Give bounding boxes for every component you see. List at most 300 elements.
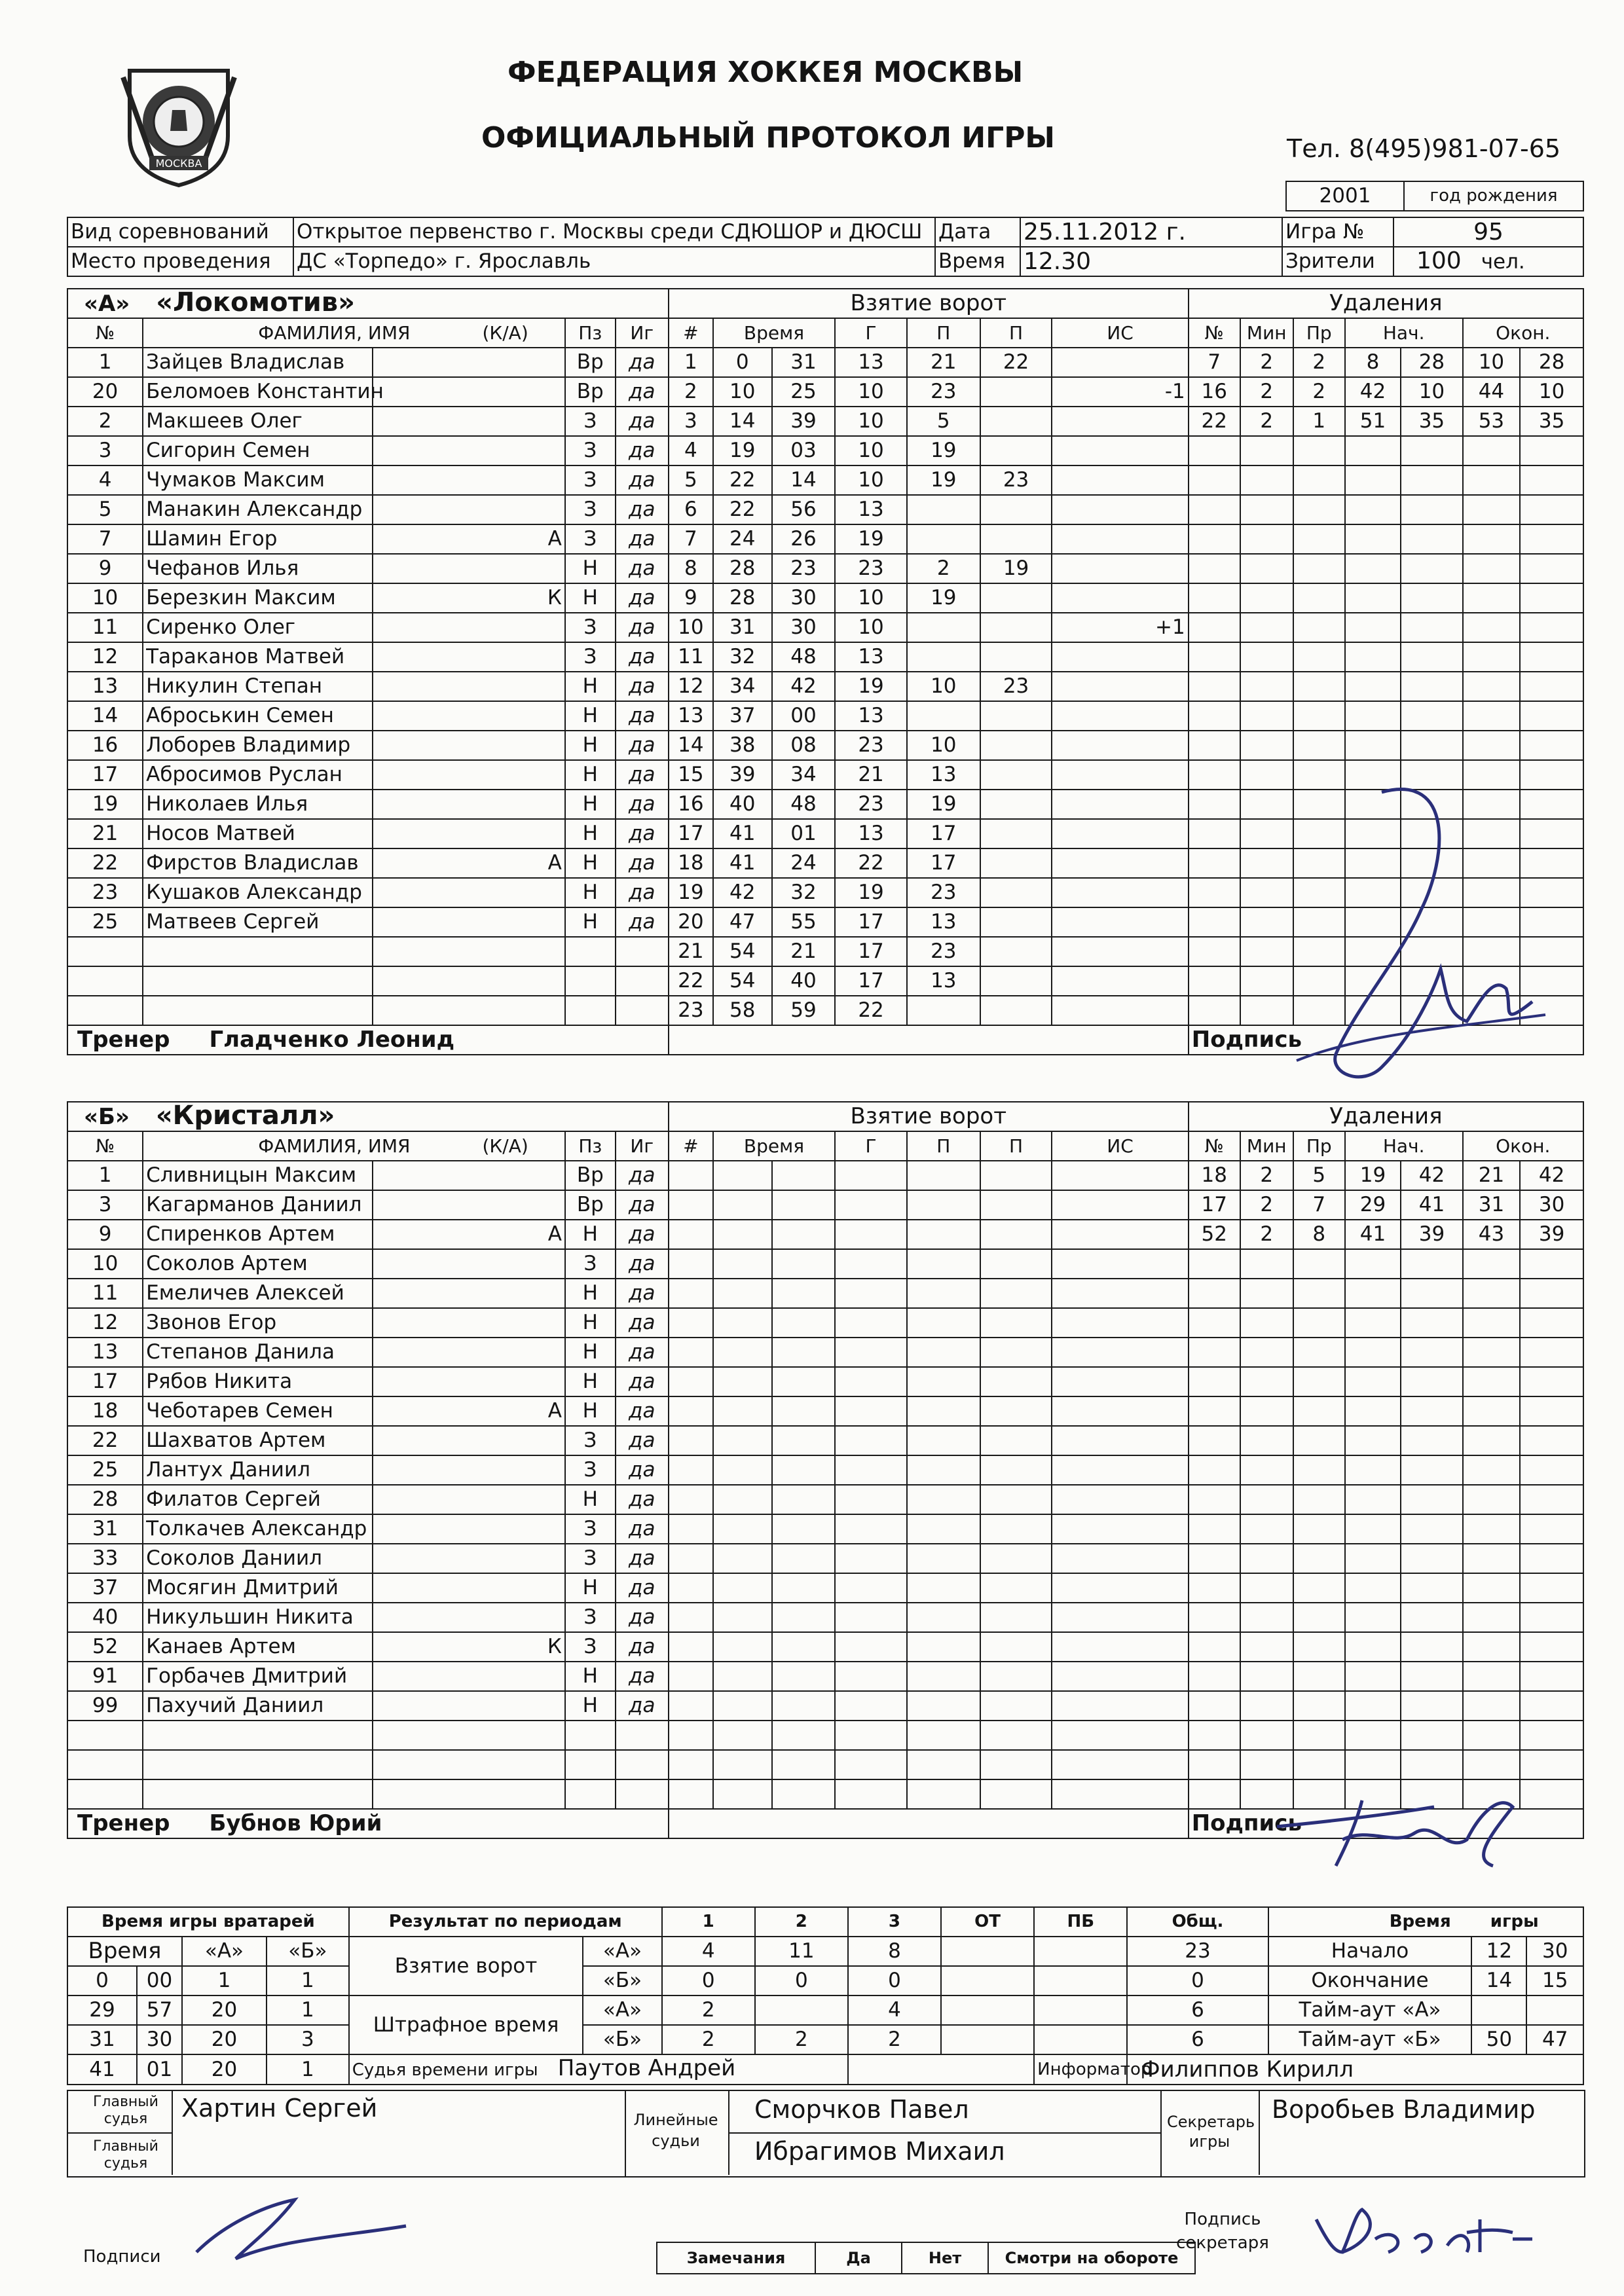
player-role	[373, 1544, 565, 1573]
goal-minute	[713, 1426, 772, 1455]
remarks-label: Замечания	[657, 2243, 816, 2273]
penalty-start-min: 8	[1345, 348, 1401, 377]
player-played: да	[616, 1308, 669, 1338]
linesmen-divider-h	[728, 2132, 1160, 2134]
penalty-minutes	[1240, 1485, 1293, 1514]
player-position: Н	[565, 583, 616, 613]
goal-strength	[1052, 731, 1188, 760]
referee-signature	[183, 2187, 419, 2265]
goal-scorer: 23	[835, 790, 907, 819]
player-position: Н	[565, 701, 616, 731]
venue-label: Место проведения	[67, 247, 293, 276]
referee1-name: Хартин Сергей	[181, 2094, 378, 2123]
goal-assist-1	[907, 1367, 980, 1396]
goal-assist-1	[907, 1279, 980, 1308]
goal-strength	[1052, 407, 1188, 436]
goal-strength: -1	[1052, 377, 1188, 407]
penalty-start-sec	[1401, 1721, 1462, 1750]
penalty-start-min: 42	[1345, 377, 1401, 407]
team-a-name: «Локомотив»	[156, 287, 355, 318]
goal-number: 11	[669, 642, 713, 672]
penalty-player	[1189, 1426, 1240, 1455]
goal-assist-2	[980, 819, 1052, 848]
col-pnum: №	[1189, 1131, 1240, 1161]
player-name: Мосягин Дмитрий	[143, 1573, 373, 1603]
goal-minute	[713, 1779, 772, 1809]
goal-minute	[713, 1662, 772, 1691]
player-position: Н	[565, 1573, 616, 1603]
goal-number: 14	[669, 731, 713, 760]
penalty-start-min	[1345, 1455, 1401, 1485]
player-number: 9	[67, 554, 143, 583]
penalty-start-sec	[1401, 1573, 1462, 1603]
timeout-a-minute	[1526, 1995, 1583, 2025]
player-name: Фирстов Владислав	[143, 848, 373, 878]
pim-a-total: 6	[1127, 1995, 1268, 2025]
goal-minute: 14	[713, 407, 772, 436]
penalty-end-min	[1463, 1662, 1521, 1691]
player-played	[616, 966, 669, 996]
penalty-end-sec	[1520, 1662, 1583, 1691]
player-number	[67, 1721, 143, 1750]
pim-label: Штрафное время	[349, 1995, 583, 2054]
goal-number	[669, 1514, 713, 1544]
player-role	[373, 348, 565, 377]
player-row	[67, 1632, 1583, 1662]
player-position: Н	[565, 1396, 616, 1426]
goal-assist-1	[907, 1514, 980, 1544]
goal-assist-1	[907, 1573, 980, 1603]
penalty-end-min	[1463, 701, 1521, 731]
svg-text:МОСКВА: МОСКВА	[155, 157, 202, 170]
goal-minute: 37	[713, 701, 772, 731]
goal-assist-2	[980, 1367, 1052, 1396]
goal-assist-1: 17	[907, 848, 980, 878]
team-b-penalties-header: Удаления	[1189, 1102, 1583, 1131]
col-pmin: Мин	[1240, 318, 1293, 348]
goal-assist-1: 19	[907, 790, 980, 819]
competition-label: Вид соревнований	[67, 217, 293, 247]
penalty-end-sec	[1520, 1249, 1583, 1279]
penalty-reason	[1293, 1514, 1345, 1544]
goal-number	[669, 1662, 713, 1691]
penalty-reason	[1293, 1308, 1345, 1338]
team-a-coach: Гладченко Леонид	[209, 1027, 455, 1053]
player-played: да	[616, 1632, 669, 1662]
penalty-start-sec	[1401, 1249, 1462, 1279]
goal-second: 23	[772, 554, 835, 583]
goal-minute: 0	[713, 348, 772, 377]
penalty-player	[1189, 1603, 1240, 1632]
player-name	[143, 1721, 373, 1750]
goal-number	[669, 1455, 713, 1485]
col-ppr: Пр	[1293, 1131, 1345, 1161]
player-position: З	[565, 1249, 616, 1279]
penalty-player	[1189, 1721, 1240, 1750]
penalty-reason	[1293, 613, 1345, 642]
goal-minute	[713, 1573, 772, 1603]
col-hash: #	[669, 1131, 713, 1161]
goal-second	[772, 1514, 836, 1544]
goal-minute: 39	[713, 760, 772, 790]
goal-scorer	[835, 1485, 907, 1514]
player-played: да	[616, 1485, 669, 1514]
penalty-end-min	[1463, 1603, 1521, 1632]
goal-minute	[713, 1308, 772, 1338]
gk-row-1-b: 1	[267, 1966, 349, 1995]
penalty-start-sec	[1401, 1632, 1462, 1662]
player-played: да	[616, 1573, 669, 1603]
goal-strength	[1052, 1161, 1188, 1190]
goal-second: 34	[772, 760, 835, 790]
goals-b-ot	[941, 1966, 1034, 1995]
col-p2: П	[980, 318, 1052, 348]
player-name: Канаев Артем	[143, 1632, 373, 1662]
goal-second	[772, 1338, 836, 1367]
goal-minute: 54	[713, 966, 772, 996]
goal-scorer	[835, 1721, 907, 1750]
pim-a-p1: 2	[662, 1995, 755, 2025]
player-role	[373, 1249, 565, 1279]
player-row	[67, 1220, 1583, 1249]
penalty-minutes: 2	[1240, 1161, 1293, 1190]
player-name: Пахучий Даниил	[143, 1691, 373, 1721]
player-position: Н	[565, 554, 616, 583]
goal-assist-2	[980, 495, 1052, 524]
goal-scorer	[835, 1367, 907, 1396]
penalty-reason	[1293, 731, 1345, 760]
player-name	[143, 1750, 373, 1779]
goal-assist-1	[907, 1190, 980, 1220]
goal-minute	[713, 1161, 772, 1190]
goal-minute: 47	[713, 907, 772, 937]
player-number: 20	[67, 377, 143, 407]
col-is: ИС	[1052, 1131, 1188, 1161]
team-b-coach: Бубнов Юрий	[209, 1810, 382, 1836]
timekeeper-cell	[349, 2054, 848, 2085]
player-role	[373, 1279, 565, 1308]
penalty-minutes	[1240, 1514, 1293, 1544]
penalty-end-sec: 10	[1520, 377, 1583, 407]
goal-second	[772, 1249, 836, 1279]
penalty-end-sec	[1520, 554, 1583, 583]
competition-value: Открытое первенство г. Москвы среди СДЮШОР и ДЮСШ	[293, 217, 935, 247]
goal-minute	[713, 1396, 772, 1426]
col-pstart: Нач.	[1345, 1131, 1463, 1161]
goal-number: 17	[669, 819, 713, 848]
penalty-minutes	[1240, 1632, 1293, 1662]
penalty-reason	[1293, 1573, 1345, 1603]
goal-strength	[1052, 348, 1188, 377]
gk-row-2-mm: 29	[67, 1995, 137, 2025]
player-role	[373, 1338, 565, 1367]
penalty-minutes	[1240, 642, 1293, 672]
penalty-player	[1189, 1308, 1240, 1338]
goal-minute	[713, 1544, 772, 1573]
goal-number	[669, 1632, 713, 1662]
goal-number	[669, 1691, 713, 1721]
player-played: да	[616, 819, 669, 848]
penalty-end-sec	[1520, 583, 1583, 613]
goal-scorer	[835, 1514, 907, 1544]
penalty-reason	[1293, 495, 1345, 524]
player-number: 37	[67, 1573, 143, 1603]
player-name: Лоборев Владимир	[143, 731, 373, 760]
penalty-end-min	[1463, 1514, 1521, 1544]
end-label: Окончание	[1268, 1966, 1472, 1995]
goal-strength	[1052, 937, 1188, 966]
player-played: да	[616, 1279, 669, 1308]
penalty-reason	[1293, 1750, 1345, 1779]
player-number: 40	[67, 1603, 143, 1632]
player-name: Абросимов Руслан	[143, 760, 373, 790]
player-played: да	[616, 377, 669, 407]
goal-second	[772, 1779, 836, 1809]
player-role	[373, 1161, 565, 1190]
player-position: Н	[565, 672, 616, 701]
player-number	[67, 1750, 143, 1779]
player-role	[373, 1308, 565, 1338]
goal-second: 21	[772, 937, 835, 966]
phone-number: Тел. 8(495)981-07-65	[1287, 134, 1561, 163]
penalty-minutes	[1240, 1367, 1293, 1396]
player-position	[565, 966, 616, 996]
goal-assist-1	[907, 701, 980, 731]
goal-second	[772, 1220, 836, 1249]
player-name: Сливницын Максим	[143, 1161, 373, 1190]
goal-scorer	[835, 1662, 907, 1691]
player-name: Макшеев Олег	[143, 407, 373, 436]
player-role	[373, 1426, 565, 1455]
player-row	[67, 1691, 1583, 1721]
goal-number: 18	[669, 848, 713, 878]
player-position	[565, 1750, 616, 1779]
goal-number: 22	[669, 966, 713, 996]
penalty-end-sec	[1520, 701, 1583, 731]
col-name-label: ФАМИЛИЯ, ИМЯ	[258, 322, 411, 344]
penalty-start-min	[1345, 1396, 1401, 1426]
player-number: 33	[67, 1544, 143, 1573]
penalty-end-sec	[1520, 1308, 1583, 1338]
penalty-player: 22	[1189, 407, 1240, 436]
goal-strength	[1052, 524, 1188, 554]
goal-strength	[1052, 1367, 1188, 1396]
penalty-player	[1189, 495, 1240, 524]
goal-scorer: 13	[835, 348, 907, 377]
goals-label: Взятие ворот	[349, 1937, 583, 1995]
player-name: Соколов Даниил	[143, 1544, 373, 1573]
penalty-start-sec	[1401, 1338, 1462, 1367]
player-number: 3	[67, 436, 143, 465]
penalty-player	[1189, 583, 1240, 613]
player-position: Вр	[565, 1161, 616, 1190]
player-role	[373, 878, 565, 907]
goal-scorer	[835, 1396, 907, 1426]
goals-b-p1: 0	[662, 1966, 755, 1995]
penalty-end-sec	[1520, 465, 1583, 495]
secretary-sign-label: Подпись секретаря	[1176, 2210, 1269, 2253]
penalty-minutes	[1240, 1544, 1293, 1573]
penalty-start-sec	[1401, 1396, 1462, 1426]
goal-number	[669, 1426, 713, 1455]
player-number	[67, 966, 143, 996]
goals-b-team: «Б»	[583, 1966, 661, 1995]
penalty-end-min	[1463, 1750, 1521, 1779]
player-role	[373, 554, 565, 583]
goal-assist-2	[980, 760, 1052, 790]
gk-row-3-ss: 30	[137, 2025, 182, 2054]
player-played: да	[616, 848, 669, 878]
player-played: да	[616, 1691, 669, 1721]
penalty-end-min	[1463, 613, 1521, 642]
goal-strength	[1052, 907, 1188, 937]
goal-scorer	[835, 1190, 907, 1220]
goal-second	[772, 1396, 836, 1426]
remarks-no: Нет	[902, 2243, 989, 2273]
penalty-start-min	[1345, 1632, 1401, 1662]
team-b-goals-footer	[669, 1809, 1189, 1838]
player-row	[67, 1514, 1583, 1544]
goal-scorer: 13	[835, 495, 907, 524]
player-role	[373, 701, 565, 731]
goal-number: 15	[669, 760, 713, 790]
penalty-start-min	[1345, 1721, 1401, 1750]
penalty-minutes: 2	[1240, 1220, 1293, 1249]
player-row	[67, 1662, 1583, 1691]
player-position	[565, 1721, 616, 1750]
player-position: З	[565, 436, 616, 465]
goal-assist-1: 5	[907, 407, 980, 436]
goal-minute: 28	[713, 583, 772, 613]
penalty-reason	[1293, 672, 1345, 701]
goal-scorer	[835, 1632, 907, 1662]
player-role	[373, 1190, 565, 1220]
gk-row-2-ss: 57	[137, 1995, 182, 2025]
goal-assist-2	[980, 1190, 1052, 1220]
penalty-end-min	[1463, 642, 1521, 672]
player-played: да	[616, 495, 669, 524]
goal-second: 48	[772, 790, 835, 819]
penalty-end-min: 53	[1463, 407, 1521, 436]
player-name	[143, 937, 373, 966]
goal-number: 7	[669, 524, 713, 554]
penalty-start-min	[1345, 495, 1401, 524]
goal-number	[669, 1308, 713, 1338]
penalty-end-sec: 28	[1520, 348, 1583, 377]
goal-assist-2	[980, 878, 1052, 907]
goal-scorer	[835, 1338, 907, 1367]
player-played: да	[616, 1367, 669, 1396]
penalty-reason	[1293, 1544, 1345, 1573]
penalty-player	[1189, 848, 1240, 878]
goal-number: 20	[669, 907, 713, 937]
penalty-minutes	[1240, 1750, 1293, 1779]
penalty-player	[1189, 966, 1240, 996]
player-role: К	[373, 1632, 565, 1662]
goal-scorer: 19	[835, 878, 907, 907]
penalty-start-sec	[1401, 1750, 1462, 1779]
team-a-coach-cell	[67, 1025, 669, 1055]
penalty-end-sec	[1520, 1338, 1583, 1367]
goal-assist-1: 21	[907, 348, 980, 377]
penalty-start-min	[1345, 1426, 1401, 1455]
player-role	[373, 907, 565, 937]
penalty-end-min	[1463, 1455, 1521, 1485]
goal-strength	[1052, 1603, 1188, 1632]
timeout-b-label: Тайм-аут «Б»	[1268, 2025, 1472, 2054]
informer-name: Филиппов Кирилл	[1127, 2054, 1583, 2085]
player-number: 3	[67, 1190, 143, 1220]
goal-strength	[1052, 1279, 1188, 1308]
penalty-player	[1189, 436, 1240, 465]
player-number: 10	[67, 583, 143, 613]
goal-minute: 41	[713, 819, 772, 848]
penalty-start-sec: 28	[1401, 348, 1462, 377]
penalty-end-sec	[1520, 1632, 1583, 1662]
team-a-goals-footer	[669, 1025, 1189, 1055]
player-number: 11	[67, 1279, 143, 1308]
goal-assist-1	[907, 996, 980, 1025]
goal-assist-2	[980, 1691, 1052, 1721]
player-name: Филатов Сергей	[143, 1485, 373, 1514]
goal-strength	[1052, 465, 1188, 495]
goal-number	[669, 1485, 713, 1514]
goal-scorer	[835, 1161, 907, 1190]
player-row	[67, 583, 1583, 613]
goal-second	[772, 1750, 836, 1779]
player-role	[373, 1750, 565, 1779]
penalty-end-min	[1463, 1632, 1521, 1662]
goal-assist-2	[980, 1721, 1052, 1750]
goal-scorer: 10	[835, 465, 907, 495]
goals-a-p2: 11	[755, 1937, 848, 1966]
penalty-minutes	[1240, 465, 1293, 495]
penalty-reason: 2	[1293, 377, 1345, 407]
penalty-end-sec	[1520, 1573, 1583, 1603]
player-role	[373, 731, 565, 760]
player-played: да	[616, 1603, 669, 1632]
player-played: да	[616, 1190, 669, 1220]
penalty-reason	[1293, 1367, 1345, 1396]
pim-b-pb	[1034, 2025, 1127, 2054]
timekeeper-name: Паутов Андрей	[557, 2055, 736, 2081]
player-number	[67, 937, 143, 966]
goal-scorer: 17	[835, 907, 907, 937]
goal-number: 21	[669, 937, 713, 966]
goal-assist-1	[907, 1338, 980, 1367]
penalty-start-sec	[1401, 613, 1462, 642]
player-number	[67, 1779, 143, 1809]
penalty-reason: 2	[1293, 348, 1345, 377]
goal-second: 00	[772, 701, 835, 731]
goal-second: 56	[772, 495, 835, 524]
team-b-signature	[1264, 1787, 1545, 1872]
penalty-start-sec	[1401, 1691, 1462, 1721]
goal-assist-1	[907, 613, 980, 642]
goals-b-total: 0	[1127, 1966, 1268, 1995]
penalty-minutes	[1240, 1455, 1293, 1485]
goal-minute	[713, 1279, 772, 1308]
remarks-box	[656, 2242, 1196, 2274]
penalty-start-min	[1345, 554, 1401, 583]
goal-second: 03	[772, 436, 835, 465]
goal-minute	[713, 1691, 772, 1721]
player-position: З	[565, 1544, 616, 1573]
penalty-start-sec	[1401, 1662, 1462, 1691]
federation-logo	[110, 58, 248, 189]
player-number: 4	[67, 465, 143, 495]
period-2: 2	[755, 1907, 848, 1937]
